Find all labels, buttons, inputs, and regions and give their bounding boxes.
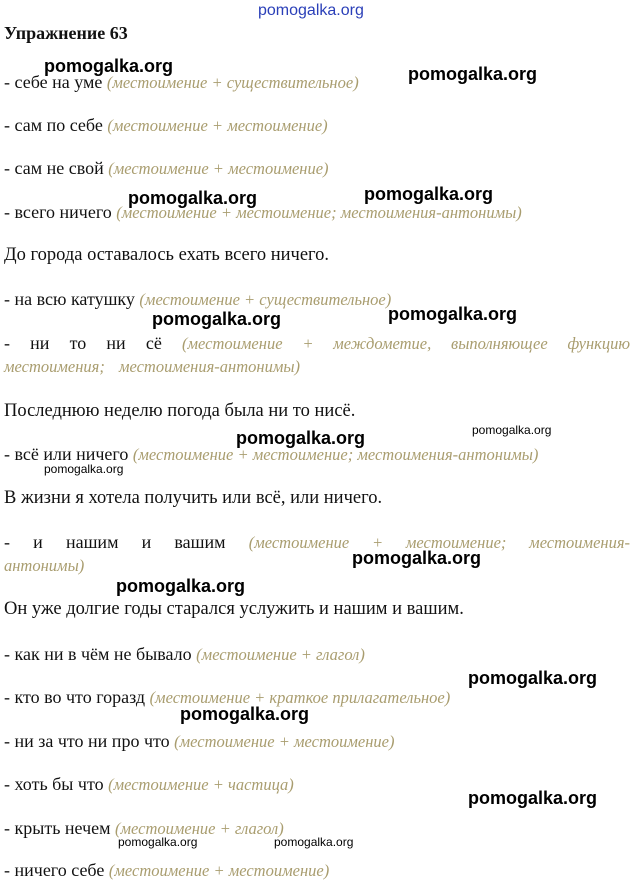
item-note: (местоимение + частица) [108,775,294,794]
item-phrase: - крыть нечем [4,818,111,838]
item-note: (местоимение + существительное) [139,290,392,309]
watermark: pomogalka.org [468,668,598,688]
item-phrase: - как ни в чём не бывало [4,644,192,664]
item-note: (местоимение + местоимение; местоимения-антонимы) [132,445,539,464]
watermark: pomogalka.org [128,188,258,208]
watermark: pomogalka.org [472,423,552,437]
item-phrase-line [4,686,630,709]
item-phrase: - сам по себе [4,115,103,135]
item-note: (местоимение + местоимение; местоимения-антонимы) [116,203,522,222]
item-note: (местоимение + местоимение) [174,732,395,751]
item-phrase: - ни за что ни про что [4,731,170,751]
watermark: pomogalka.org [152,309,282,329]
watermark: pomogalka.org [352,548,482,568]
item-phrase: - ни то ни сё [4,333,162,353]
watermark: pomogalka.org [116,576,246,596]
item-phrase: - на всю катушку [4,289,135,309]
item-note: (местоимение + существительное) [106,73,359,92]
watermark: pomogalka.org [468,788,598,808]
item-phrase-line [4,730,630,753]
item-phrase: - кто во что горазд [4,687,146,707]
watermark: pomogalka.org [408,64,538,84]
example-sentence: Он уже долгие годы старался услужить и нашим и вашим. [4,599,464,619]
item-phrase-line [4,201,630,224]
watermark: pomogalka.org [388,304,518,324]
watermark: pomogalka.org [180,704,310,724]
watermark: pomogalka.org [44,56,174,76]
item-phrase: - и нашим и вашим [4,532,226,552]
example-sentence: Последнюю неделю погода была ни то нисё. [4,401,356,421]
exercise-title: Упражнение 63 [4,23,128,43]
watermark: pomogalka.org [118,835,198,849]
item-phrase-line [4,157,630,180]
watermark: pomogalka.org [236,428,366,448]
item-phrase-line [4,332,630,378]
example-sentence: До города оставалось ехать всего ничего. [4,245,330,265]
item-phrase: - ничего себе [4,860,105,880]
watermark: pomogalka.org [364,184,494,204]
item-note: (местоимение + местоимение) [107,116,328,135]
item-phrase-line [4,288,630,311]
item-phrase-line [4,531,630,577]
item-phrase-line [4,114,630,137]
item-note: (местоимение + глагол) [196,645,365,664]
item-phrase: - всего ничего [4,202,112,222]
item-phrase-line [4,643,630,666]
example-sentence: В жизни я хотела получить или всё, или ничего. [4,488,383,508]
watermark: pomogalka.org [274,835,354,849]
item-note: (местоимение + местоимение) [108,861,330,880]
item-note: (местоимение + местоимение; местоимения-антонимы) [4,533,631,575]
item-phrase: - хоть бы что [4,774,104,794]
item-note: (местоимение + междометие, выполняющее функцию местоимения; местоимения-антонимы) [4,334,631,376]
watermark: pomogalka.org [44,462,124,476]
item-phrase: - себе на уме [4,72,103,92]
item-note: (местоимение + местоимение) [108,159,329,178]
item-note: (местоимение + краткое прилагательное) [149,688,451,707]
item-note: (местоимение + глагол) [115,819,284,838]
watermark-top: pomogalka.org [258,2,364,19]
item-phrase: - сам не свой [4,158,104,178]
item-phrase: - всё или ничего [4,444,129,464]
item-phrase-line [4,859,630,882]
